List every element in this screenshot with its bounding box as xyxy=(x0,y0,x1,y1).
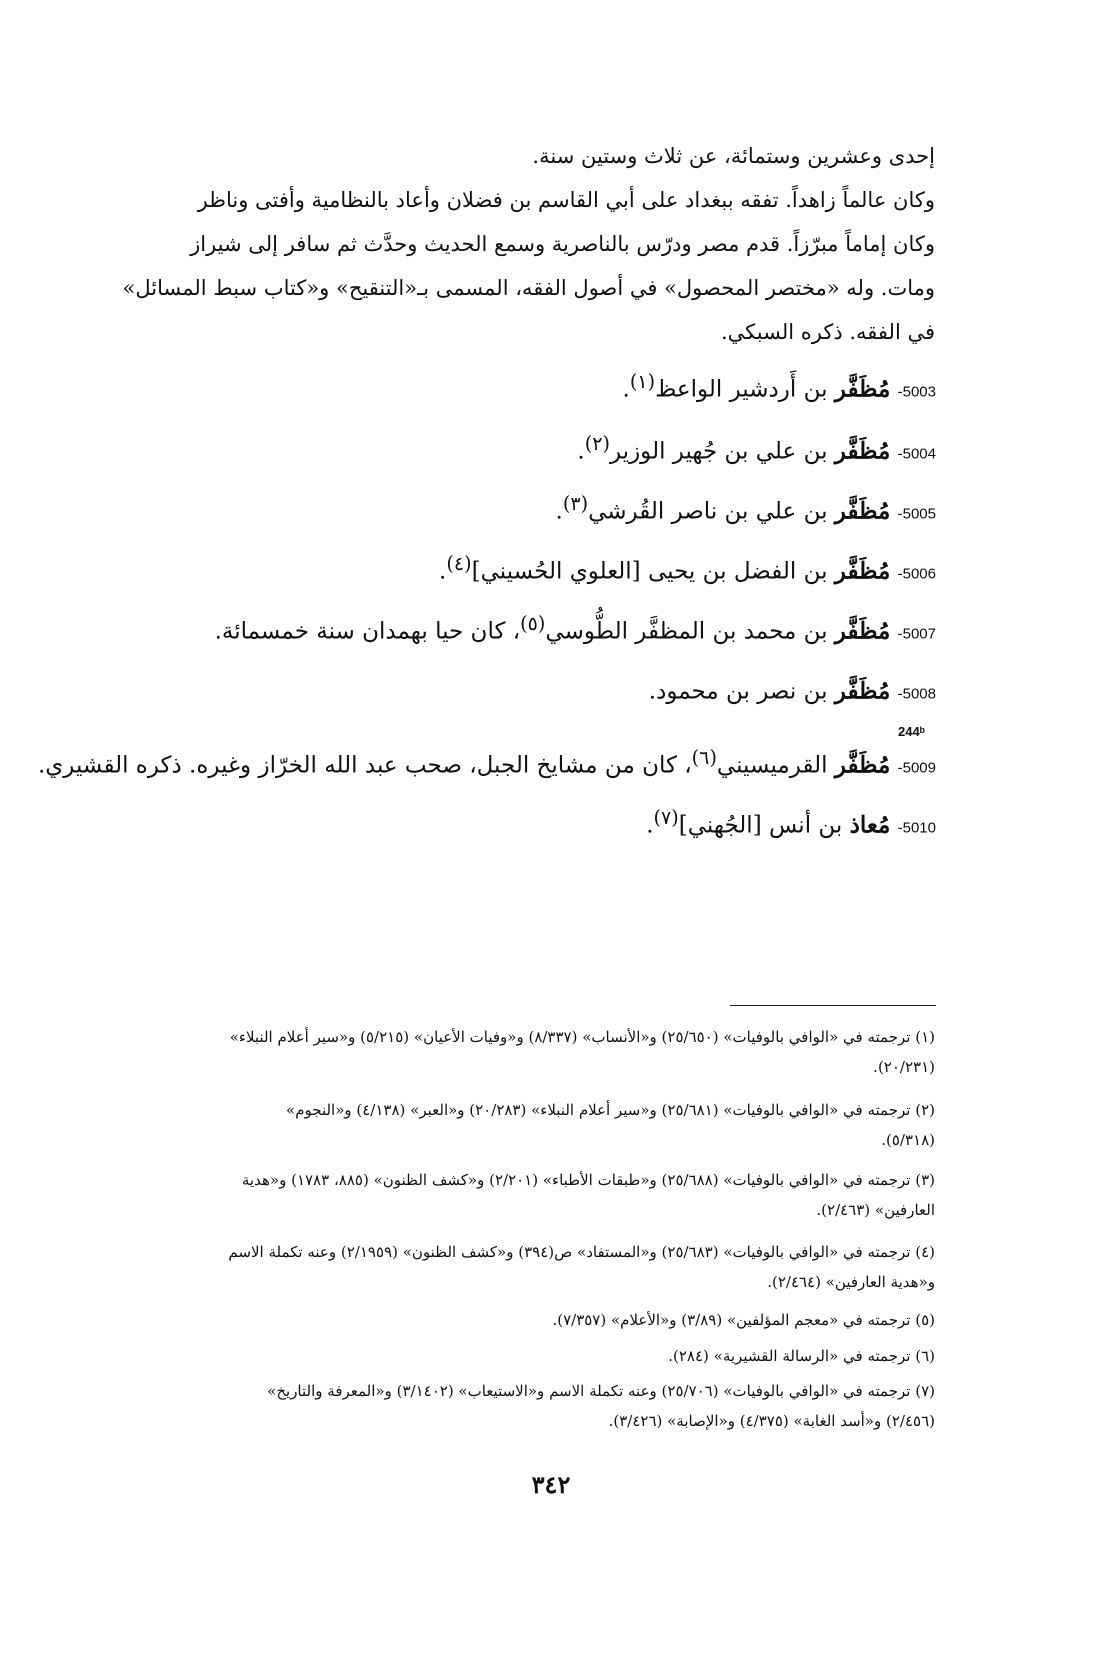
entry-5003 xyxy=(623,370,937,403)
footnote-1 xyxy=(105,1022,935,1082)
footnote-line: (٣) ترجمته في «الوافي بالوفيات» (٢٥/٦٨٨) و«طبقات الأطباء» (٢/٢٠١) و«كشف الظنون» (٨٨٥، ١٧٨٣) و«هدية xyxy=(241,1171,935,1189)
footnote-line: (٢) ترجمته في «الوافي بالوفيات» (٢٥/٦٨١) و«سير أعلام النبلاء» (٢٠/٢٨٣) و«العبر» (٤/١٣٨) و«النجوم» xyxy=(286,1101,935,1119)
footnote-ref: (٥) xyxy=(520,612,546,635)
entry-5007 xyxy=(215,612,936,645)
page-number: ٣٤٢ xyxy=(531,1470,571,1499)
entry-5008 xyxy=(649,672,936,705)
footnote-ref: (٧) xyxy=(653,806,679,829)
entry-text: بن محمد بن المظفَّر الطُّوسي xyxy=(545,618,835,645)
footnote-7 xyxy=(105,1376,935,1436)
entry-text: بن الفضل بن يحيى [العلوي الحُسيني] xyxy=(471,558,835,585)
footnote-ref: (٣) xyxy=(562,492,589,515)
entry-number: 5010- xyxy=(897,819,936,837)
entry-number: 5008- xyxy=(897,685,936,703)
entry-tail: ، كان من مشايخ الجبل، صحب عبد الله الخرّاز وغيره. ذكره القشيري. xyxy=(37,752,692,779)
entry-number: 5007- xyxy=(897,625,936,643)
footnote-line: (٧) ترجمته في «الوافي بالوفيات» (٢٥/٧٠٦) وعنه تكملة الاسم و«الاستيعاب» (٣/١٤٠٢) و«المعرفة والتاريخ» xyxy=(267,1382,935,1400)
manuscript-folio-marker: 244ᵇ xyxy=(898,724,925,739)
entry-text: بن أنس [الجُهني] xyxy=(678,812,850,839)
entry-name: مُظَفَّر xyxy=(834,497,891,525)
entry-name: مُظَفَّر xyxy=(834,677,891,705)
footnote-line: العارفين» (٢/٤٦٣). xyxy=(816,1201,935,1219)
entry-number: 5004- xyxy=(897,445,936,463)
entry-name: مُظَفَّر xyxy=(834,437,891,465)
entry-tail: . xyxy=(439,558,447,585)
footnote-line: (٥/٣١٨). xyxy=(881,1131,935,1149)
entry-text: بن علي بن جُهير الوزير xyxy=(609,438,835,465)
footnote-4 xyxy=(105,1237,935,1297)
biography-paragraph xyxy=(105,134,935,354)
entry-5006 xyxy=(439,552,936,585)
entry-number: 5009- xyxy=(897,759,936,777)
entry-tail: ، كان حيا بهمدان سنة خمسمائة. xyxy=(214,618,521,645)
entry-text: القرميسيني xyxy=(716,752,835,779)
footnote-divider xyxy=(730,1005,936,1006)
entry-5009 xyxy=(38,746,936,779)
entry-tail: . xyxy=(622,376,630,403)
footnote-line: (٥) ترجمته في «معجم المؤلفين» (٣/٨٩) و«الأعلام» (٧/٣٥٧). xyxy=(552,1311,935,1329)
footnote-line: (٢٠/٢٣١). xyxy=(873,1058,935,1076)
footnote-line: و«هدية العارفين» (٢/٤٦٤). xyxy=(767,1273,935,1291)
footnote-5 xyxy=(105,1305,935,1335)
footnote-line: (١) ترجمته في «الوافي بالوفيات» (٢٥/٦٥٠) و«الأنساب» (٨/٣٣٧) و«وفيات الأعيان» (٥/٢١٥) و«سير أعلام النبلاء» xyxy=(229,1028,935,1046)
entry-text: بن نصر بن محمود. xyxy=(648,678,835,705)
footnote-line: (٦) ترجمته في «الرسالة القشيرية» (٢٨٤). xyxy=(668,1347,935,1365)
paragraph-line: في الفقه. ذكره السبكي. xyxy=(721,320,935,344)
entry-tail: . xyxy=(646,812,654,839)
entry-name: مُعاذ xyxy=(849,811,891,839)
footnote-line: (٢/٤٥٦) و«أسد الغابة» (٤/٣٧٥) و«الإصابة» (٣/٤٢٦). xyxy=(608,1412,935,1430)
entry-5005 xyxy=(556,492,936,525)
entry-number: 5005- xyxy=(897,505,936,523)
entry-text: بن أَردشير الواعظ xyxy=(655,376,835,403)
footnote-6 xyxy=(105,1341,935,1371)
entry-tail: . xyxy=(577,438,585,465)
entry-5010 xyxy=(646,806,936,839)
footnote-ref: (٦) xyxy=(691,746,717,769)
footnote-ref: (٤) xyxy=(446,552,472,575)
entry-name: مُظَفَّر xyxy=(834,375,891,403)
entry-5004 xyxy=(577,432,936,465)
entry-number: 5006- xyxy=(897,565,936,583)
footnote-3 xyxy=(105,1165,935,1225)
paragraph-line: ومات. وله «مختصر المحصول» في أصول الفقه، المسمى بـ«التنقيح» و«كتاب سبط المسائل» xyxy=(122,276,935,300)
entry-text: بن علي بن ناصر القُرشي xyxy=(588,498,835,525)
footnote-2 xyxy=(105,1095,935,1155)
entry-name: مُظَفَّر xyxy=(834,557,891,585)
entry-name: مُظَفَّر xyxy=(834,617,891,645)
footnote-ref: (١) xyxy=(629,370,656,393)
entry-name: مُظَفَّر xyxy=(834,751,891,779)
paragraph-line: إحدى وعشرين وستمائة، عن ثلاث وستين سنة. xyxy=(532,144,935,168)
footnote-line: (٤) ترجمته في «الوافي بالوفيات» (٢٥/٦٨٣) و«المستفاد» ص(٣٩٤) و«كشف الظنون» (٢/١٩٥٩) وعنه تكملة الاسم xyxy=(228,1243,935,1261)
entry-tail: . xyxy=(555,498,563,525)
paragraph-line: وكان إماماً مبرّزاً. قدم مصر ودرّس بالناصرية وسمع الحديث وحدَّث ثم سافر إلى شيراز xyxy=(190,232,935,256)
footnote-ref: (٢) xyxy=(584,432,610,455)
paragraph-line: وكان عالماً زاهداً. تفقه ببغداد على أبي القاسم بن فضلان وأعاد بالنظامية وأفتى وناظر xyxy=(197,188,935,212)
entry-number: 5003- xyxy=(897,383,936,401)
